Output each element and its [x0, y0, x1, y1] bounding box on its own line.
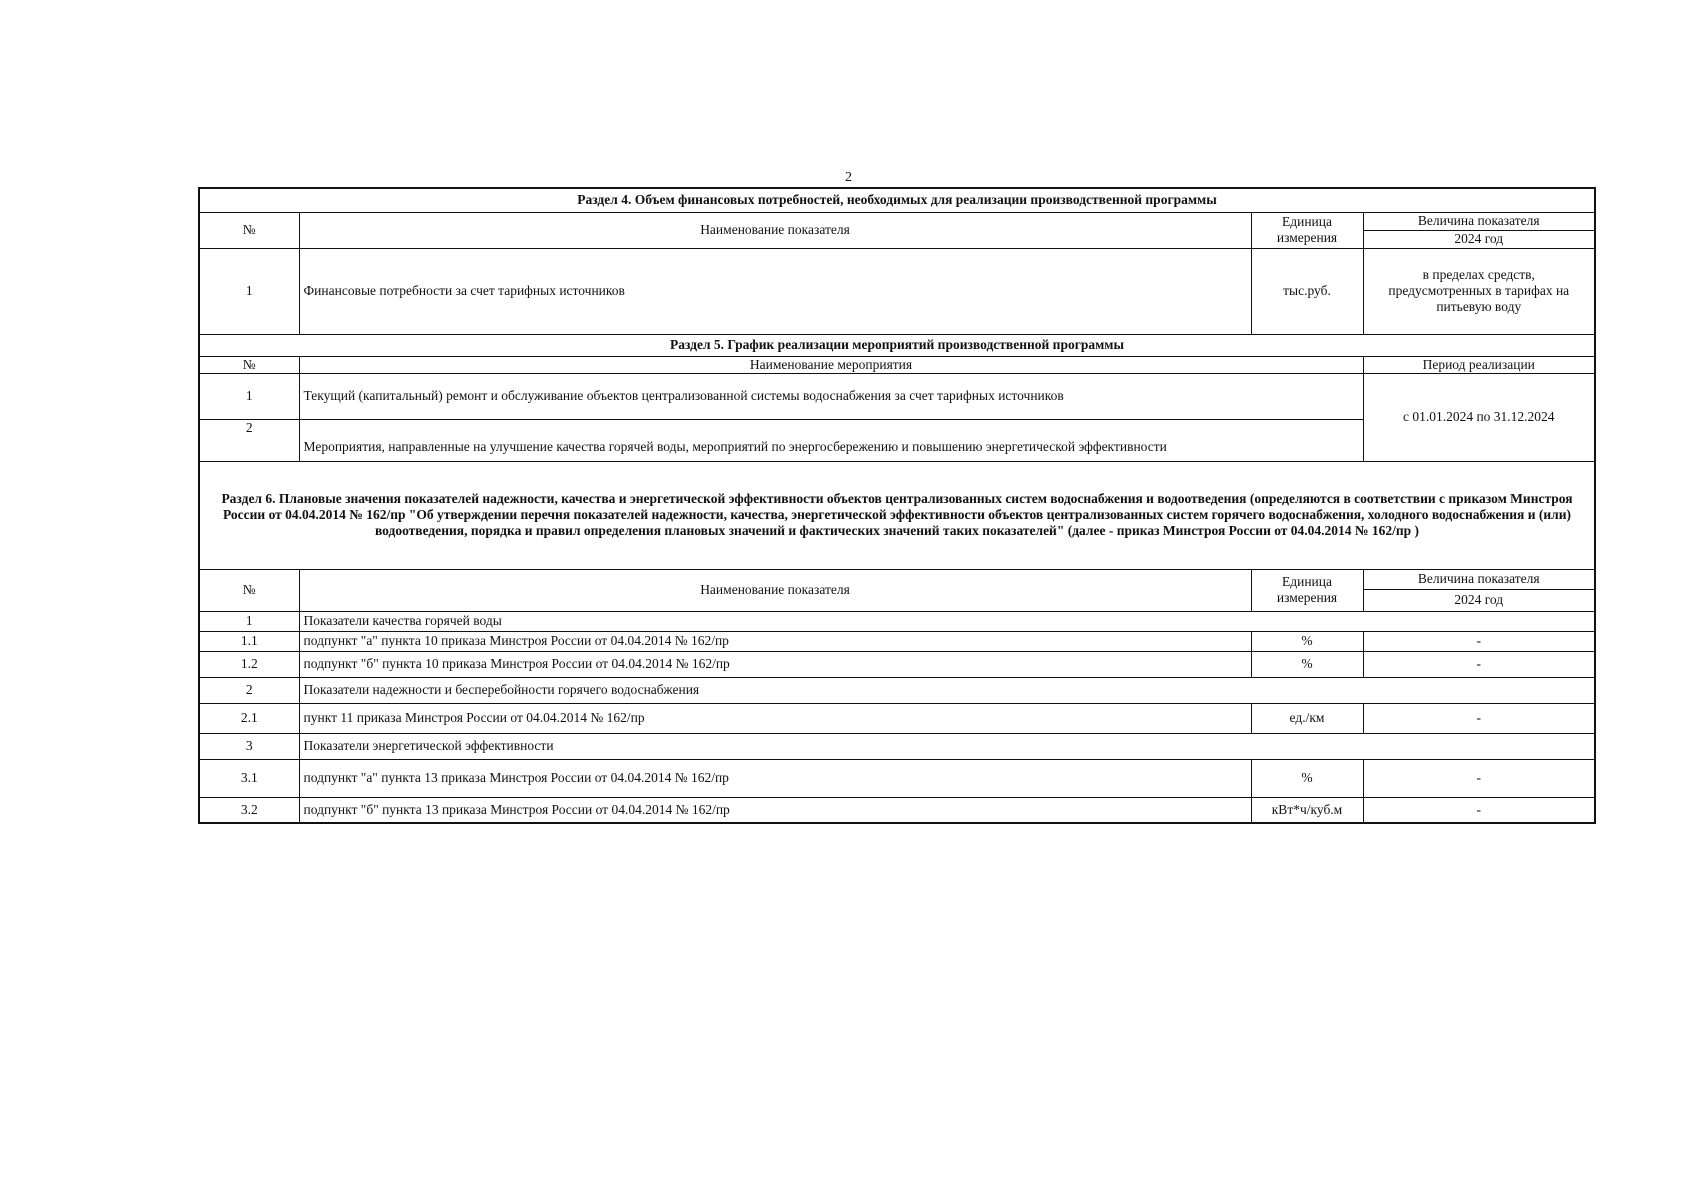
section6-group-name: Показатели надежности и бесперебойности горячего водоснабжения [299, 677, 1595, 703]
section6-item-num: 3.2 [199, 797, 299, 823]
section6-item-name: подпункт "а" пункта 13 приказа Минстроя России от 04.04.2014 № 162/пр [299, 759, 1251, 797]
section6-group-num: 2 [199, 677, 299, 703]
section6-title: Раздел 6. Плановые значения показателей надежности, качества и энергетической эффективности объектов централизованных систем водоснабжения и водоотведения (определяются в соответствии с приказом Минстроя России от 04.04.2014 № 162/пр "Об утверждении перечня показателей надежности, качества, энергетической эффективности объектов централизованных систем горячего водоснабжения, холодного водоснабжения и (или) водоотведения, порядка и правил определения плановых значений и фактических значений таких показателей" (далее - приказ Минстроя России от 04.04.2014 № 162/пр ) [199, 461, 1595, 569]
section5-row-name: Текущий (капитальный) ремонт и обслуживание объектов централизованной системы водоснабжения за счет тарифных источников [299, 373, 1363, 419]
section4-header-value: Величина показателя [1363, 212, 1595, 230]
section6-item-num: 1.1 [199, 631, 299, 651]
section6-item-unit: кВт*ч/куб.м [1251, 797, 1363, 823]
section6-group-name: Показатели энергетической эффективности [299, 733, 1595, 759]
section4-header-year: 2024 год [1363, 230, 1595, 248]
section6-item-unit: % [1251, 759, 1363, 797]
section6-item-name: подпункт "а" пункта 10 приказа Минстроя России от 04.04.2014 № 162/пр [299, 631, 1251, 651]
section4-header-num: № [199, 212, 299, 248]
section6-item-num: 3.1 [199, 759, 299, 797]
section6-item-unit: ед./км [1251, 703, 1363, 733]
section5-title: Раздел 5. График реализации мероприятий производственной программы [199, 334, 1595, 356]
section6-item-unit: % [1251, 631, 1363, 651]
section6-header-year: 2024 год [1363, 589, 1595, 611]
section4-header-unit: Единица измерения [1251, 212, 1363, 248]
section6-group-num: 3 [199, 733, 299, 759]
section6-item-name: подпункт "б" пункта 10 приказа Минстроя России от 04.04.2014 № 162/пр [299, 651, 1251, 677]
section6-item-name: пункт 11 приказа Минстроя России от 04.04.2014 № 162/пр [299, 703, 1251, 733]
section6-group-num: 1 [199, 611, 299, 631]
section4-row-value: в пределах средств, предусмотренных в тарифах на питьевую воду [1363, 248, 1595, 334]
section6-item-value: - [1363, 631, 1595, 651]
section4-row-num: 1 [199, 248, 299, 334]
section5-period: с 01.01.2024 по 31.12.2024 [1363, 373, 1595, 461]
page-number: 2 [845, 170, 852, 185]
section6-header-value: Величина показателя [1363, 569, 1595, 589]
section5-header-name: Наименование мероприятия [299, 356, 1363, 373]
section5-header-period: Период реализации [1363, 356, 1595, 373]
section6-header-unit: Единица измерения [1251, 569, 1363, 611]
section6-item-value: - [1363, 703, 1595, 733]
section5-row-name: Мероприятия, направленные на улучшение качества горячей воды, мероприятий по энергосбережению и повышению энергетической эффективности [299, 419, 1363, 461]
section6-header-name: Наименование показателя [299, 569, 1251, 611]
section4-row-name: Финансовые потребности за счет тарифных источников [299, 248, 1251, 334]
section6-item-value: - [1363, 759, 1595, 797]
section4-title: Раздел 4. Объем финансовых потребностей, необходимых для реализации производственной программы [199, 188, 1595, 212]
section6-item-value: - [1363, 797, 1595, 823]
section6-item-num: 1.2 [199, 651, 299, 677]
section6-item-value: - [1363, 651, 1595, 677]
section6-item-name: подпункт "б" пункта 13 приказа Минстроя России от 04.04.2014 № 162/пр [299, 797, 1251, 823]
section5-row-num: 1 [199, 373, 299, 419]
section6-item-unit: % [1251, 651, 1363, 677]
section4-row-unit: тыс.руб. [1251, 248, 1363, 334]
section5-row-num: 2 [199, 419, 299, 461]
section6-group-name: Показатели качества горячей воды [299, 611, 1595, 631]
section4-header-name: Наименование показателя [299, 212, 1251, 248]
section6-header-num: № [199, 569, 299, 611]
section6-item-num: 2.1 [199, 703, 299, 733]
production-program-table [198, 187, 1596, 824]
section5-header-num: № [199, 356, 299, 373]
